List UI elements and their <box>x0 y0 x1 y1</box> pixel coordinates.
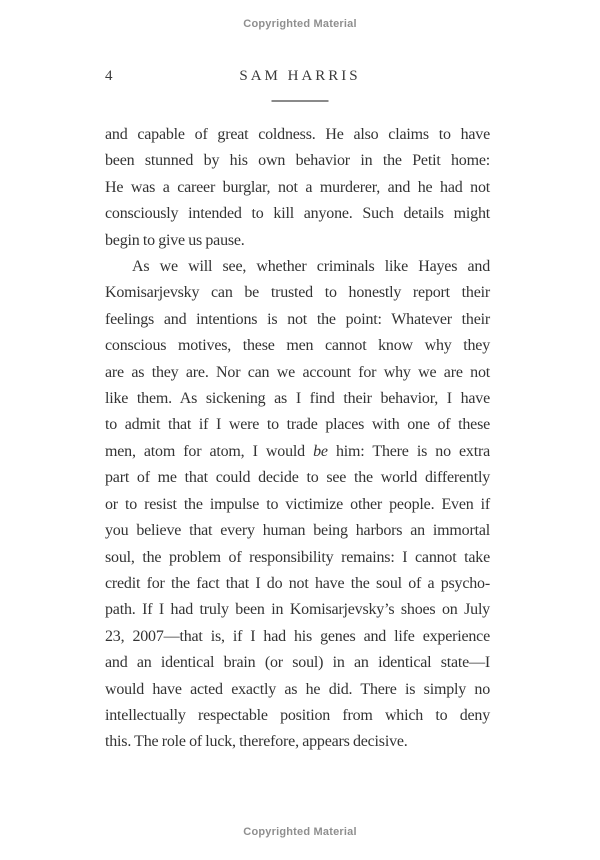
italic-text: be <box>313 442 328 460</box>
text-segment: credit for the fact that I do not have the soul of a psycho- <box>105 574 490 592</box>
text-segment: would have acted exactly as he did. There is simply no <box>105 680 490 698</box>
text-segment: him: There is no extra <box>327 442 491 460</box>
text-segment: or to resist the impulse to victimize other people. Even if <box>105 495 490 513</box>
text-segment: conscious motives, these men cannot know why they <box>105 337 490 355</box>
text-line <box>105 254 490 280</box>
copyright-notice-top: Copyrighted Material <box>243 18 357 30</box>
text-line <box>105 412 490 438</box>
text-segment: intellectually respectable position from which to deny <box>105 706 490 724</box>
running-header-author: SAM HARRIS <box>239 68 361 84</box>
text-segment: consciously intended to kill anyone. Such details might <box>105 205 490 223</box>
text-segment: been stunned by his own behavior in the Petit home: <box>105 152 490 170</box>
text-line <box>105 439 490 465</box>
text-segment: He was a career burglar, not a murderer, and he had not <box>105 178 490 196</box>
text-segment: 23, 2007—that is, if I had his genes and life experience <box>105 627 490 645</box>
page-number: 4 <box>105 68 113 84</box>
text-segment: Komisarjevsky can be trusted to honestly report their <box>105 284 490 302</box>
text-line <box>105 148 490 174</box>
text-segment: feelings and intentions is not the point: Whatever their <box>105 310 490 328</box>
text-line <box>105 729 490 755</box>
text-line <box>105 465 490 491</box>
text-line <box>105 571 490 597</box>
text-line <box>105 650 490 676</box>
text-line <box>105 545 490 571</box>
text-segment: you believe that every human being harbors an immortal <box>105 522 490 540</box>
text-segment: this. The role of luck, therefore, appears decisive. <box>105 733 408 751</box>
text-line <box>105 677 490 703</box>
text-segment: begin to give us pause. <box>105 231 245 249</box>
text-segment: like them. As sickening as I find their behavior, I have <box>105 390 490 408</box>
text-segment: path. If I had truly been in Komisarjevsky’s shoes on July <box>105 601 490 619</box>
text-segment: men, atom for atom, I would <box>105 442 314 460</box>
text-line <box>105 624 490 650</box>
text-segment: are as they are. Nor can we account for why we are not <box>105 363 490 381</box>
text-line <box>105 386 490 412</box>
text-segment: and capable of great coldness. He also claims to have <box>105 126 490 143</box>
text-line <box>105 492 490 518</box>
text-segment: to admit that if I were to trade places with one of these <box>105 416 490 434</box>
header-rule-divider <box>272 100 329 102</box>
body-text-block <box>105 122 490 756</box>
copyright-notice-bottom: Copyrighted Material <box>243 826 357 838</box>
text-line <box>105 518 490 544</box>
text-line <box>105 333 490 359</box>
text-line <box>105 307 490 333</box>
text-line <box>105 122 490 148</box>
text-segment: part of me that could decide to see the world differently <box>105 469 490 487</box>
text-line <box>105 597 490 623</box>
text-segment: As we will see, whether criminals like Hayes and <box>132 258 490 276</box>
text-line <box>105 201 490 227</box>
text-line <box>105 228 490 254</box>
text-line <box>105 703 490 729</box>
text-line <box>105 280 490 306</box>
text-segment: soul, the problem of responsibility remains: I cannot take <box>105 548 490 566</box>
text-line <box>105 175 490 201</box>
text-line <box>105 360 490 386</box>
text-segment: and an identical brain (or soul) in an identical state—I <box>105 654 490 672</box>
